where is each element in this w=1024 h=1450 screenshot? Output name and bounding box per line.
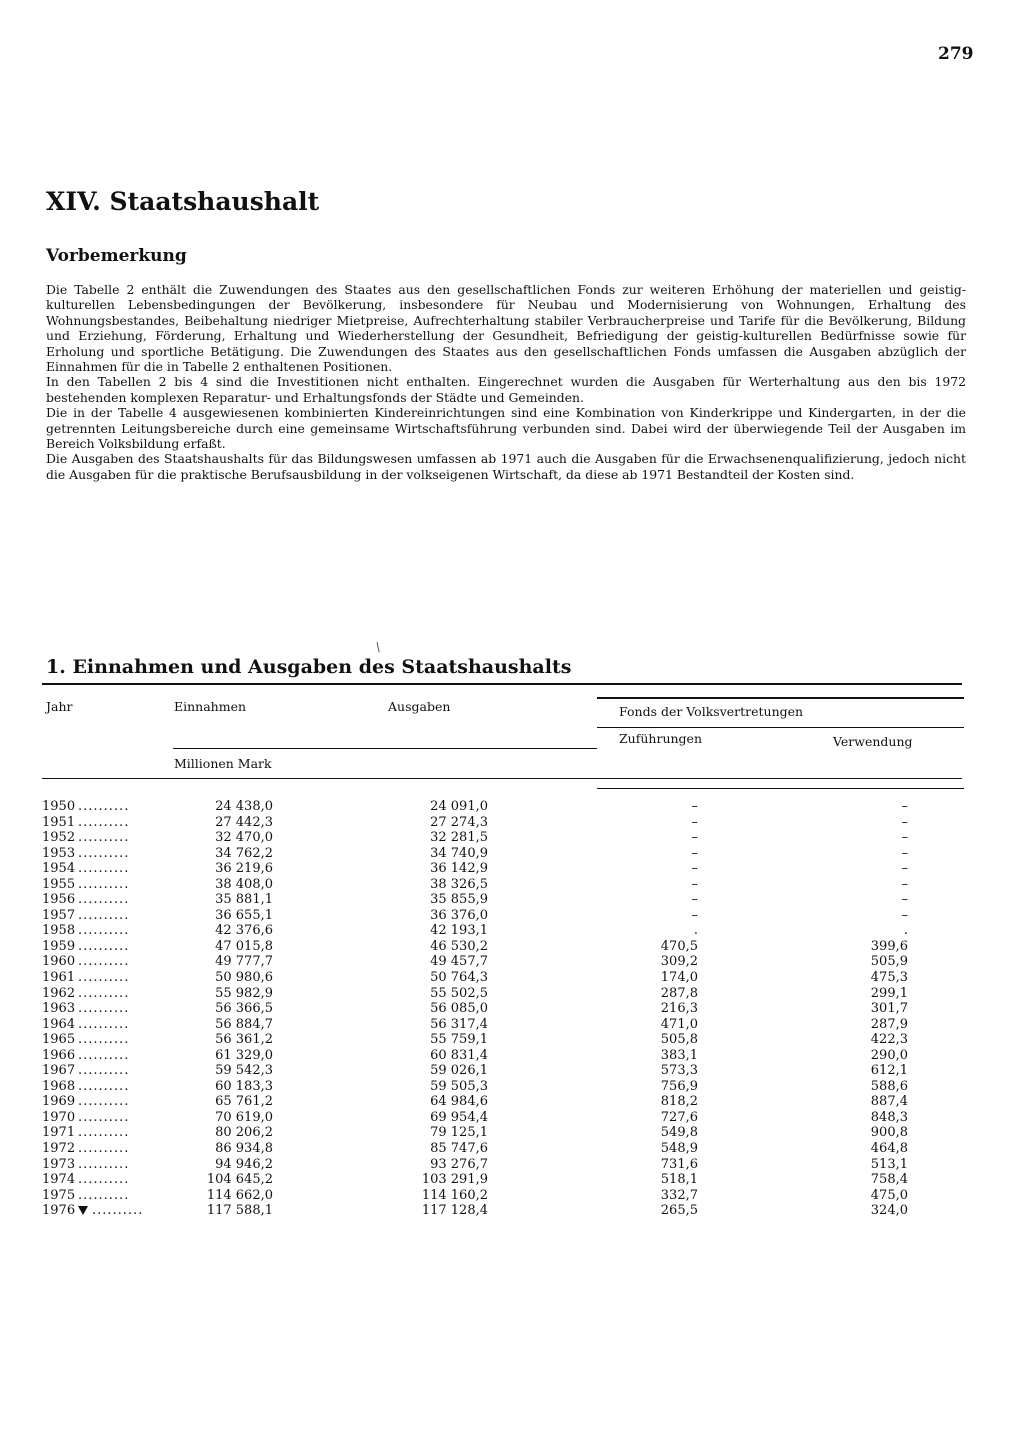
year-cell: 1950: [42, 799, 76, 814]
zufuehrungen-cell: 549,8: [660, 1125, 698, 1141]
year-cell: 1971: [42, 1125, 76, 1141]
verwendung-cell: 475,0: [870, 1187, 908, 1203]
zufuehrungen-cell: –: [691, 861, 698, 877]
table-row: [42, 923, 942, 939]
leader-dots: ..........: [78, 923, 130, 939]
year-cell: 1960: [42, 954, 76, 970]
year-cell: 1961: [42, 970, 76, 986]
ausgaben-cell: 114 160,2: [421, 1187, 488, 1203]
verwendung-cell: 299,1: [870, 985, 908, 1001]
ausgaben-cell: 79 125,1: [430, 1125, 488, 1141]
table-row: [42, 1063, 942, 1079]
einnahmen-cell: 117 588,1: [206, 1203, 273, 1219]
year-cell: 1951: [42, 814, 76, 830]
zufuehrungen-cell: 818,2: [660, 1094, 698, 1110]
ausgaben-cell: 56 317,4: [430, 1016, 488, 1032]
table-row: [42, 1203, 942, 1219]
verwendung-cell: 513,1: [870, 1156, 908, 1172]
table-row: [42, 846, 942, 862]
verwendung-cell: –: [901, 907, 908, 923]
year-cell: 1965: [42, 1032, 76, 1048]
leader-dots: ..........: [78, 861, 130, 877]
einnahmen-cell: 50 980,6: [215, 970, 273, 986]
table-row: [42, 1001, 942, 1017]
leader-dots: ..........: [78, 985, 130, 1001]
leader-dots: ..........: [78, 938, 130, 954]
zufuehrungen-cell: 756,9: [660, 1078, 698, 1094]
preface-paragraph: In den Tabellen 2 bis 4 sind die Investitionen nicht enthalten. Eingerechnet wurden die Ausgaben für Werterhaltung aus den bis 1972 bestehenden komplexen Reparatur- und Erhaltungsfonds der Städte und Gemeinden.: [46, 374, 966, 405]
col-header-einnahmen: Einnahmen: [174, 699, 247, 714]
year-cell: 1956: [42, 892, 76, 908]
einnahmen-cell: 59 542,3: [215, 1063, 273, 1079]
ausgaben-cell: 38 326,5: [430, 876, 488, 892]
leader-dots: ..........: [78, 845, 130, 861]
ausgaben-cell: 36 376,0: [430, 907, 488, 923]
ausgaben-cell: 85 747,6: [430, 1141, 488, 1157]
verwendung-cell: 612,1: [870, 1063, 908, 1079]
ausgaben-cell: 103 291,9: [421, 1172, 488, 1188]
verwendung-cell: 475,3: [870, 970, 908, 986]
col-header-fonds: Fonds der Volksvertretungen: [619, 704, 804, 719]
einnahmen-cell: 70 619,0: [215, 1109, 273, 1125]
year-cell: 1953: [42, 845, 76, 861]
leader-dots: ..........: [78, 1032, 130, 1048]
einnahmen-cell: 49 777,7: [215, 954, 273, 970]
col-header-zufuehrungen: Zuführungen: [619, 731, 702, 746]
einnahmen-cell: 114 662,0: [206, 1187, 273, 1203]
einnahmen-cell: 104 645,2: [206, 1172, 273, 1188]
year-cell: 1972: [42, 1141, 76, 1157]
verwendung-cell: 758,4: [870, 1172, 908, 1188]
year-cell: 1975: [42, 1187, 76, 1203]
zufuehrungen-cell: –: [691, 799, 698, 814]
verwendung-cell: –: [901, 892, 908, 908]
verwendung-cell: 848,3: [870, 1109, 908, 1125]
table-row: [42, 1141, 942, 1157]
leader-dots: ..........: [78, 1078, 130, 1094]
year-cell: 1964: [42, 1016, 76, 1032]
ausgaben-cell: 60 831,4: [430, 1047, 488, 1063]
year-cell: 1955: [42, 876, 76, 892]
year-cell: 1963: [42, 1001, 76, 1017]
zufuehrungen-cell: 731,6: [660, 1156, 698, 1172]
ausgaben-cell: 34 740,9: [430, 845, 488, 861]
table-row: [42, 1032, 942, 1048]
leader-dots: ..........: [78, 907, 130, 923]
verwendung-cell: –: [901, 876, 908, 892]
year-cell: 1957: [42, 907, 76, 923]
zufuehrungen-cell: 265,5: [660, 1203, 698, 1219]
stray-mark: /: [372, 639, 384, 655]
zufuehrungen-cell: –: [691, 892, 698, 908]
table-body: [42, 799, 942, 1219]
year-cell: 1954: [42, 861, 76, 877]
year-cell: 1976: [42, 1203, 76, 1219]
year-cell: 1968: [42, 1078, 76, 1094]
ausgaben-cell: 56 085,0: [430, 1001, 488, 1017]
einnahmen-cell: 42 376,6: [215, 923, 273, 939]
ausgaben-cell: 55 759,1: [430, 1032, 488, 1048]
verwendung-cell: –: [901, 814, 908, 830]
zufuehrungen-cell: 216,3: [660, 1001, 698, 1017]
zufuehrungen-cell: 548,9: [660, 1141, 698, 1157]
zufuehrungen-cell: –: [691, 907, 698, 923]
leader-dots: ..........: [78, 1109, 130, 1125]
preface-text: [46, 282, 966, 482]
table-title: 1. Einnahmen und Ausgaben des Staatshaushalts: [46, 656, 572, 678]
table-row: [42, 1079, 942, 1095]
verwendung-cell: –: [901, 845, 908, 861]
einnahmen-cell: 35 881,1: [215, 892, 273, 908]
ausgaben-cell: 27 274,3: [430, 814, 488, 830]
leader-dots: ..........: [78, 970, 130, 986]
zufuehrungen-cell: 727,6: [660, 1109, 698, 1125]
zufuehrungen-cell: 309,2: [660, 954, 698, 970]
zufuehrungen-cell: 518,1: [660, 1172, 698, 1188]
ausgaben-cell: 64 984,6: [430, 1094, 488, 1110]
verwendung-cell: 505,9: [870, 954, 908, 970]
preface-paragraph: Die in der Tabelle 4 ausgewiesenen kombinierten Kindereinrichtungen sind eine Kombination von Kinderkrippe und Kindergarten, in der die getrennten Leitungsbereiche durch eine gemeinsame Wirtschaftsführung verbunden sind. Dabei wird der überwiegende Teil der Ausgaben im Bereich Volksbildung erfaßt.: [46, 405, 966, 452]
zufuehrungen-cell: 174,0: [660, 970, 698, 986]
einnahmen-cell: 32 470,0: [215, 830, 273, 846]
ausgaben-cell: 59 026,1: [430, 1063, 488, 1079]
year-cell: 1973: [42, 1156, 76, 1172]
table-row: [42, 954, 942, 970]
table-row: [42, 1110, 942, 1126]
einnahmen-cell: 38 408,0: [215, 876, 273, 892]
leader-dots: ..........: [78, 1141, 130, 1157]
table-row: [42, 1048, 942, 1064]
leader-dots: ..........: [92, 1203, 144, 1219]
unit-label: Millionen Mark: [174, 756, 272, 771]
header-bottom-rule-right: [597, 788, 964, 789]
ausgaben-cell: 24 091,0: [430, 799, 488, 814]
header-bottom-rule: [42, 778, 962, 779]
leader-dots: ..........: [78, 1063, 130, 1079]
einnahmen-cell: 24 438,0: [215, 799, 273, 814]
einnahmen-cell: 47 015,8: [215, 938, 273, 954]
einnahmen-cell: 55 982,9: [215, 985, 273, 1001]
leader-dots: ..........: [78, 830, 130, 846]
leader-dots: ..........: [78, 954, 130, 970]
year-cell: 1970: [42, 1109, 76, 1125]
einnahmen-cell: 94 946,2: [215, 1156, 273, 1172]
leader-dots: ..........: [78, 799, 130, 814]
einnahmen-cell: 65 761,2: [215, 1094, 273, 1110]
table-row: [42, 970, 942, 986]
year-cell: 1962: [42, 985, 76, 1001]
leader-dots: ..........: [78, 1047, 130, 1063]
zufuehrungen-cell: 287,8: [660, 985, 698, 1001]
table-row: [42, 861, 942, 877]
verwendung-cell: 588,6: [870, 1078, 908, 1094]
ausgaben-cell: 50 764,3: [430, 970, 488, 986]
zufuehrungen-cell: 332,7: [660, 1187, 698, 1203]
year-cell: 1974: [42, 1172, 76, 1188]
zufuehrungen-cell: –: [691, 876, 698, 892]
zufuehrungen-cell: 383,1: [660, 1047, 698, 1063]
preface-paragraph: Die Tabelle 2 enthält die Zuwendungen des Staates aus den gesellschaftlichen Fonds zur weiteren Erhöhung der materiellen und geistig-kulturellen Lebensbedingungen der Bevölkerung, insbesondere für Neubau und Modernisierung von Wohnungen, Erhaltung des Wohnungsbestandes, Beibehaltung niedriger Mietpreise, Aufrechterhaltung stabiler Verbraucherpreise und Tarife für die Bevölkerung, Bildung und Erziehung, Förderung, Erhaltung und Wiederherstellung der Gesundheit, Befriedigung der geistig-kulturellen Bedürfnisse sowie für Erholung und sportliche Betätigung. Die Zuwendungen des Staates aus den gesellschaftlichen Fonds umfassen die Ausgaben abzüglich der Einnahmen für die in Tabelle 2 enthaltenen Positionen.: [46, 282, 966, 375]
ausgaben-cell: 55 502,5: [430, 985, 488, 1001]
table-top-rule: [42, 683, 962, 685]
zufuehrungen-cell: –: [691, 814, 698, 830]
verwendung-cell: –: [901, 799, 908, 814]
page-number: 279: [938, 44, 974, 64]
verwendung-cell: 887,4: [870, 1094, 908, 1110]
unit-rule: [173, 748, 597, 749]
verwendung-cell: 464,8: [870, 1141, 908, 1157]
einnahmen-cell: 60 183,3: [215, 1078, 273, 1094]
table-row: [42, 1157, 942, 1173]
ausgaben-cell: 32 281,5: [430, 830, 488, 846]
einnahmen-cell: 86 934,8: [215, 1141, 273, 1157]
table-row: [42, 1094, 942, 1110]
table-row: [42, 1125, 942, 1141]
verwendung-cell: 301,7: [870, 1001, 908, 1017]
table-row: [42, 815, 942, 831]
verwendung-cell: .: [903, 923, 908, 939]
leader-dots: ..........: [78, 892, 130, 908]
col-header-jahr: Jahr: [46, 699, 73, 714]
leader-dots: ..........: [78, 1001, 130, 1017]
einnahmen-cell: 61 329,0: [215, 1047, 273, 1063]
zufuehrungen-cell: .: [693, 923, 698, 939]
year-cell: 1969: [42, 1094, 76, 1110]
table-row: [42, 877, 942, 893]
einnahmen-cell: 56 884,7: [215, 1016, 273, 1032]
verwendung-cell: 324,0: [870, 1203, 908, 1219]
year-cell: 1959: [42, 938, 76, 954]
verwendung-cell: –: [901, 830, 908, 846]
ausgaben-cell: 35 855,9: [430, 892, 488, 908]
verwendung-cell: –: [901, 861, 908, 877]
year-cell: 1967: [42, 1063, 76, 1079]
year-cell: 1966: [42, 1047, 76, 1063]
leader-dots: ..........: [78, 1172, 130, 1188]
leader-dots: ..........: [78, 1187, 130, 1203]
leader-dots: ..........: [78, 1125, 130, 1141]
table-row: [42, 1172, 942, 1188]
einnahmen-cell: 80 206,2: [215, 1125, 273, 1141]
zufuehrungen-cell: –: [691, 845, 698, 861]
col-header-verwendung: Verwendung: [833, 734, 913, 749]
fonds-top-rule: [597, 697, 964, 699]
ausgaben-cell: 93 276,7: [430, 1156, 488, 1172]
zufuehrungen-cell: 471,0: [660, 1016, 698, 1032]
zufuehrungen-cell: 573,3: [660, 1063, 698, 1079]
table-row: [42, 799, 942, 815]
verwendung-cell: 900,8: [870, 1125, 908, 1141]
leader-dots: ..........: [78, 1156, 130, 1172]
verwendung-cell: 399,6: [870, 938, 908, 954]
col-header-ausgaben: Ausgaben: [388, 699, 451, 714]
zufuehrungen-cell: 470,5: [660, 938, 698, 954]
einnahmen-cell: 27 442,3: [215, 814, 273, 830]
year-cell: 1952: [42, 830, 76, 846]
preface-paragraph: Die Ausgaben des Staatshaushalts für das Bildungswesen umfassen ab 1971 auch die Ausgaben für die Erwachsenenqualifizierung, jedoch nicht die Ausgaben für die praktische Berufsausbildung in der volkseigenen Wirtschaft, da diese ab 1971 Bestandteil der Kosten sind.: [46, 451, 966, 482]
fonds-sub-rule: [597, 727, 964, 728]
ausgaben-cell: 69 954,4: [430, 1109, 488, 1125]
table-row: [42, 1188, 942, 1204]
zufuehrungen-cell: 505,8: [660, 1032, 698, 1048]
table-row: [42, 908, 942, 924]
leader-dots: ..........: [78, 876, 130, 892]
ausgaben-cell: 36 142,9: [430, 861, 488, 877]
chapter-title: XIV. Staatshaushalt: [46, 187, 320, 216]
table-row: [42, 892, 942, 908]
table-row: [42, 830, 942, 846]
einnahmen-cell: 36 655,1: [215, 907, 273, 923]
ausgaben-cell: 46 530,2: [430, 938, 488, 954]
ausgaben-cell: 49 457,7: [430, 954, 488, 970]
leader-dots: ..........: [78, 1094, 130, 1110]
table-row: [42, 986, 942, 1002]
provisional-triangle-icon: [78, 1206, 88, 1215]
einnahmen-cell: 56 361,2: [215, 1032, 273, 1048]
einnahmen-cell: 34 762,2: [215, 845, 273, 861]
zufuehrungen-cell: –: [691, 830, 698, 846]
verwendung-cell: 422,3: [870, 1032, 908, 1048]
verwendung-cell: 290,0: [870, 1047, 908, 1063]
ausgaben-cell: 59 505,3: [430, 1078, 488, 1094]
ausgaben-cell: 117 128,4: [421, 1203, 488, 1219]
verwendung-cell: 287,9: [870, 1016, 908, 1032]
table-row: [42, 1017, 942, 1033]
leader-dots: ..........: [78, 814, 130, 830]
preface-heading: Vorbemerkung: [46, 246, 187, 266]
leader-dots: ..........: [78, 1016, 130, 1032]
einnahmen-cell: 56 366,5: [215, 1001, 273, 1017]
table-row: [42, 939, 942, 955]
year-cell: 1958: [42, 923, 76, 939]
ausgaben-cell: 42 193,1: [430, 923, 488, 939]
einnahmen-cell: 36 219,6: [215, 861, 273, 877]
